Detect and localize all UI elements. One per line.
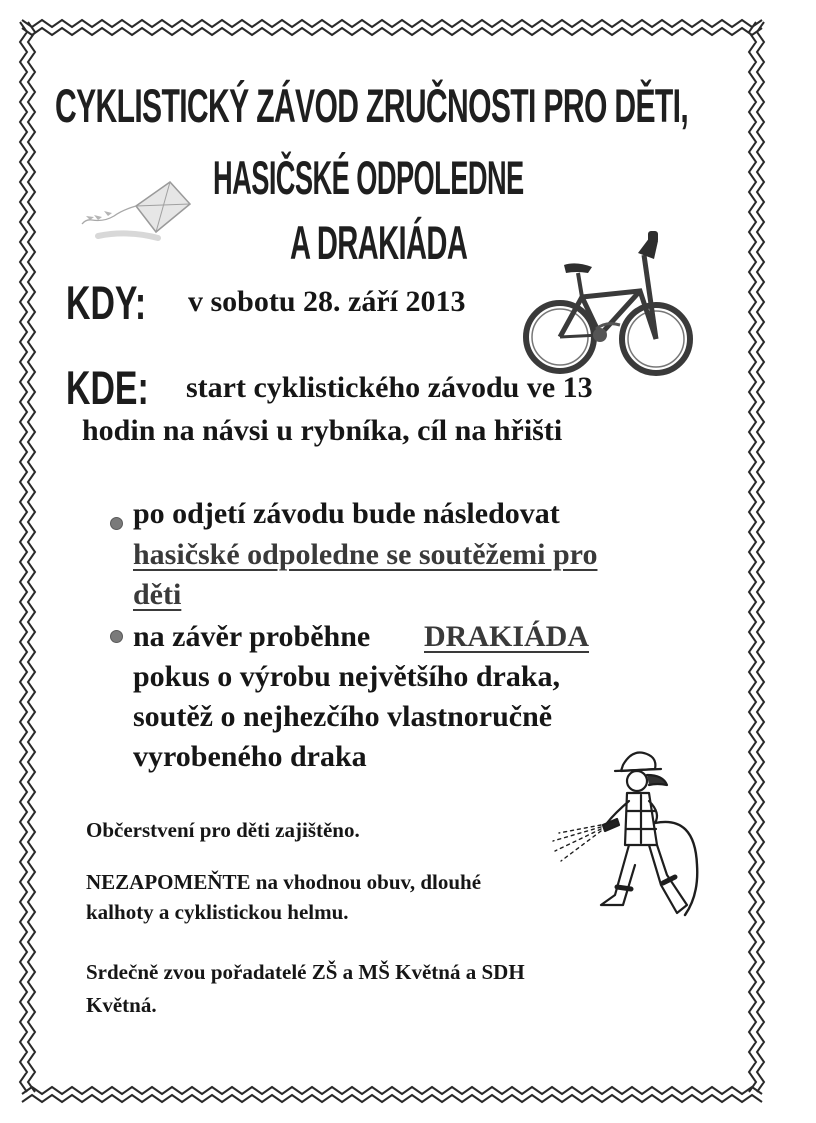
title-line-3: A DRAKIÁDA — [290, 216, 468, 269]
bullet-2-highlight: DRAKIÁDA — [424, 620, 589, 653]
bullet-1-line-2: hasičské odpoledne se soutěžemi pro — [133, 538, 598, 571]
reminder-line-1: NEZAPOMEŇTE na vhodnou obuv, dlouhé — [86, 870, 482, 894]
kdy-value: v sobotu 28. září 2013 — [188, 285, 466, 318]
kde-label: KDE: — [66, 361, 149, 414]
title-line-2: HASIČSKÉ ODPOLEDNE — [213, 151, 524, 204]
kde-text-line-2: hodin na návsi u rybníka, cíl na hřišti — [82, 414, 563, 447]
bullet-dot-icon — [110, 630, 123, 643]
kde-text-line-1: start cyklistického závodu ve 13 — [186, 371, 593, 404]
invite-line-2: Květná. — [86, 993, 157, 1017]
invite-line-1: Srdečně zvou pořadatelé ZŠ a MŠ Květná a SDH — [86, 960, 525, 984]
bullet-2-line-4: vyrobeného draka — [133, 740, 367, 773]
kite-icon — [78, 176, 198, 246]
bullet-1-line-1: po odjetí závodu bude následovat — [133, 497, 560, 530]
bullet-dot-icon — [110, 517, 123, 530]
bullet-1-line-3: děti — [133, 578, 182, 611]
bullet-2-line-2: pokus o výrobu největšího draka, — [133, 660, 561, 693]
title-line-1: CYKLISTICKÝ ZÁVOD ZRUČNOSTI PRO DĚTI, — [55, 79, 689, 132]
bullet-2-prefix: na závěr proběhne — [133, 620, 371, 653]
bullet-2-line-3: soutěž o nejhezčího vlastnoručně — [133, 700, 553, 733]
refreshment-note: Občerstvení pro děti zajištěno. — [86, 818, 360, 842]
kdy-label: KDY: — [66, 276, 147, 329]
bicycle-icon — [520, 225, 700, 385]
firefighter-icon — [545, 745, 710, 925]
reminder-line-2: kalhoty a cyklistickou helmu. — [86, 900, 349, 924]
